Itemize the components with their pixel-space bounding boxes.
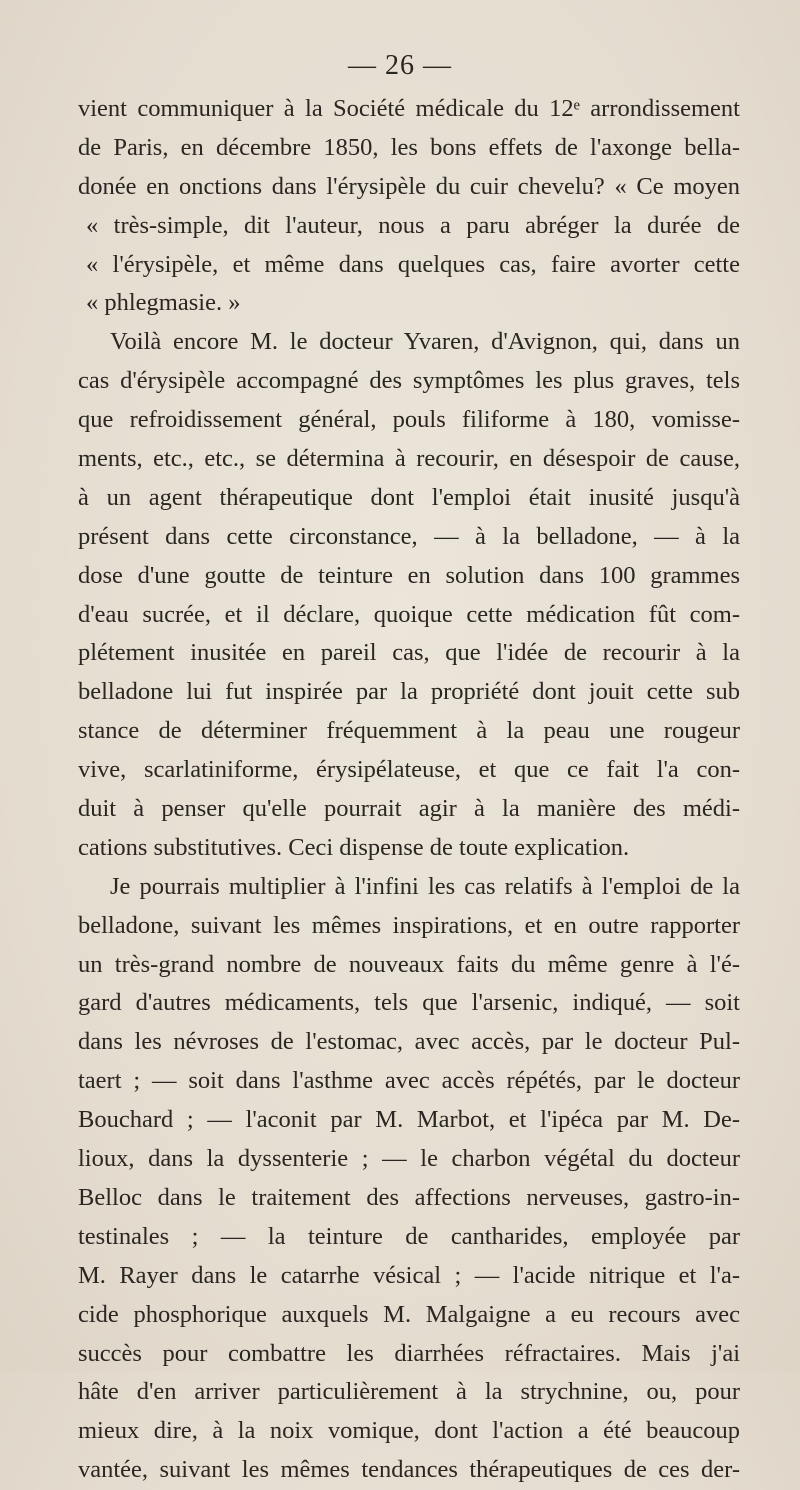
text-line: présent dans cette circonstance, — à la belladone, — à la — [78, 522, 740, 550]
text-line: duit à penser qu'elle pourrait agir à la manière des médi- — [78, 795, 740, 823]
page-number: — 26 — — [348, 50, 452, 81]
text-line: un très-grand nombre de nouveaux faits du même genre à l'é- — [78, 950, 740, 978]
text-line: vantée, suivant les mêmes tendances thérapeutiques de ces der- — [78, 1456, 740, 1484]
text-line: de Paris, en décembre 1850, les bons effets de l'axonge bella- — [78, 133, 740, 161]
text-line: belladone, suivant les mêmes inspirations, et en outre rapporter — [78, 911, 740, 939]
text-line: donée en onctions dans l'érysipèle du cuir chevelu? « Ce moyen — [78, 172, 740, 200]
text-line: plétement inusitée en pareil cas, que l'idée de recourir à la — [78, 639, 740, 667]
text-line: dans les névroses de l'estomac, avec accès, par le docteur Pul- — [78, 1028, 740, 1056]
text-line: cide phosphorique auxquels M. Malgaigne a eu recours avec — [78, 1300, 740, 1328]
text-line: vient communiquer à la Société médicale du 12ᵉ arrondissement — [78, 95, 740, 122]
text-line: d'eau sucrée, et il déclare, quoique cette médication fût com- — [78, 600, 740, 628]
text-line: hâte d'en arriver particulièrement à la strychnine, ou, pour — [78, 1378, 740, 1406]
body-text — [78, 90, 740, 1490]
text-line: que refroidissement général, pouls filiforme à 180, vomisse- — [78, 406, 740, 434]
text-line: lioux, dans la dyssenterie ; — le charbon végétal du docteur — [78, 1145, 740, 1173]
text-line: Bouchard ; — l'aconit par M. Marbot, et l'ipéca par M. De- — [78, 1106, 740, 1134]
text-line: vive, scarlatiniforme, érysipélateuse, et que ce fait l'a con- — [78, 756, 740, 784]
text-line: mieux dire, à la noix vomique, dont l'action a été beaucoup — [78, 1417, 740, 1445]
text-line: M. Rayer dans le catarrhe vésical ; — l'acide nitrique et l'a- — [78, 1261, 740, 1289]
text-line: Voilà encore M. le docteur Yvaren, d'Avignon, qui, dans un — [110, 328, 740, 356]
text-line: « phlegmasie. » — [86, 289, 241, 317]
text-line: taert ; — soit dans l'asthme avec accès répétés, par le docteur — [78, 1067, 740, 1095]
text-line: « l'érysipèle, et même dans quelques cas, faire avorter cette — [86, 250, 740, 278]
text-line: gard d'autres médicaments, tels que l'arsenic, indiqué, — soit — [78, 989, 740, 1017]
text-line: cas d'érysipèle accompagné des symptômes les plus graves, tels — [78, 367, 740, 395]
text-line: cations substitutives. Ceci dispense de toute explication. — [78, 833, 630, 861]
text-line: testinales ; — la teinture de cantharides, employée par — [78, 1222, 740, 1250]
text-line: « très-simple, dit l'auteur, nous a paru abréger la durée de — [86, 211, 740, 239]
text-line: succès pour combattre les diarrhées réfractaires. Mais j'ai — [78, 1339, 740, 1367]
text-line: belladone lui fut inspirée par la propriété dont jouit cette sub — [78, 678, 740, 706]
text-line: stance de déterminer fréquemment à la peau une rougeur — [78, 717, 740, 745]
text-line: à un agent thérapeutique dont l'emploi était inusité jusqu'à — [78, 483, 740, 511]
text-line: Belloc dans le traitement des affections nerveuses, gastro-in- — [78, 1183, 740, 1211]
text-line: dose d'une goutte de teinture en solution dans 100 grammes — [78, 561, 740, 589]
text-line: Je pourrais multiplier à l'infini les cas relatifs à l'emploi de la — [110, 872, 740, 900]
text-line: ments, etc., etc., se détermina à recourir, en désespoir de cause, — [78, 445, 740, 473]
